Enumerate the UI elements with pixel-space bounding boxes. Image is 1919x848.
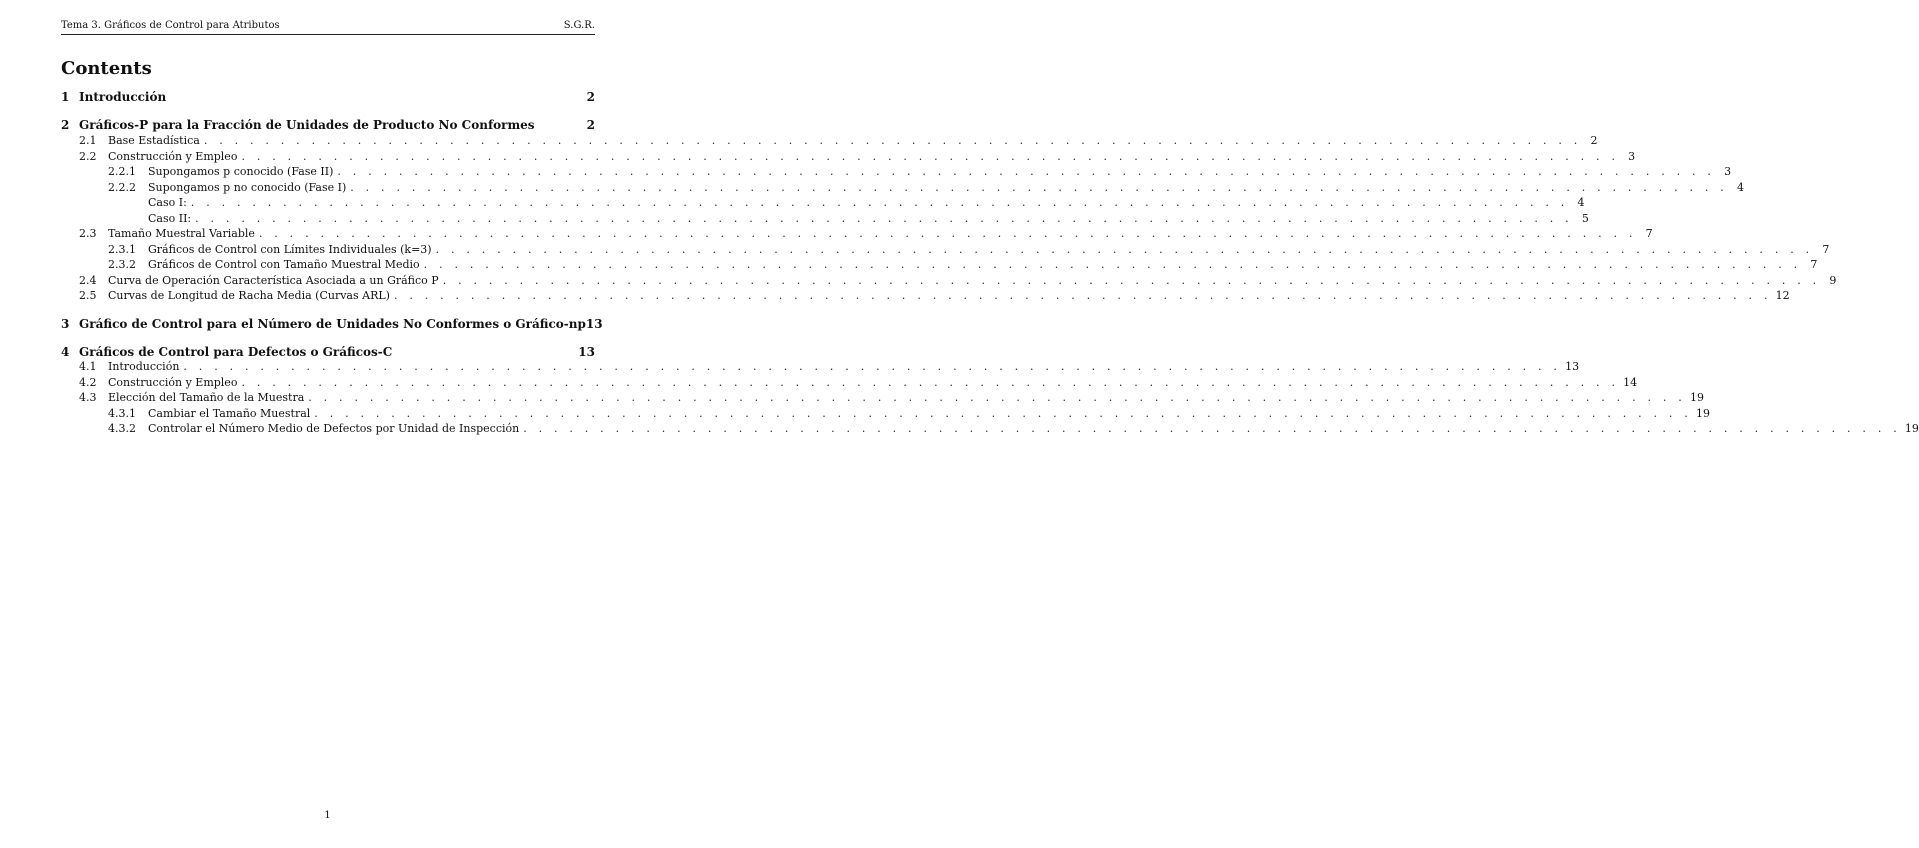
toc-entry[interactable] xyxy=(61,181,1744,195)
toc-dot-leader: . . . . . . . . . . . . . . . . . . . . . . . . . . . . . . . . . . . . . . . . . . . . . . . . . . . . . . . . . . . . . . . . . . . . . . . . . . . . . . . . . . . . . . . . . . xyxy=(190,196,1569,209)
toc-entry-number: 2.2 xyxy=(79,150,97,163)
toc-entry-page: 14 xyxy=(1623,376,1638,389)
toc-dot-leader: . . . . . . . . . . . . . . . . . . . . . . . . . . . . . . . . . . . . . . . . . . . . . . . . . . . . . . . . . . . . . . . . . . . . . . . . . . . . . . . . . . . . . . . . . . xyxy=(393,289,1772,302)
toc-entry-title: Gráfico de Control para el Número de Unidades No Conformes o Gráfico-np xyxy=(79,317,586,331)
toc-entry-title: Introducción xyxy=(79,90,167,104)
toc-entry-number: 1 xyxy=(61,90,70,104)
toc-entry-number: 2.3.2 xyxy=(108,258,136,271)
toc-entry-number: 4.1 xyxy=(79,360,97,373)
toc-entry-number: 4 xyxy=(61,345,70,359)
toc-entry-number: 4.3.1 xyxy=(108,407,136,420)
toc-dot-leader: . . . . . . . . . . . . . . . . . . . . . . . . . . . . . . . . . . . . . . . . . . . . . . . . . . . . . . . . . . . . . . . . . . . . . . . . . . . . . . . . . . . . . . . . . . xyxy=(423,258,1802,271)
toc-entry-page: 19 xyxy=(1904,422,1919,435)
toc-entry-title: Base Estadística xyxy=(108,134,200,147)
toc-entry[interactable] xyxy=(61,90,595,104)
toc-entry-page: 19 xyxy=(1696,407,1710,420)
toc-dot-leader: . . . . . . . . . . . . . . . . . . . . . . . . . . . . . . . . . . . . . . . . . . . . . . . . . . . . . . . . . . . . . . . . . . . . . . . . . . . . . . . . . . . . . . . . . . xyxy=(241,150,1620,163)
toc-entry-page: 4 xyxy=(1577,196,1585,209)
page-number: 1 xyxy=(324,810,331,821)
page-footer xyxy=(0,810,655,821)
toc-entry-number: 2.2.1 xyxy=(108,165,136,178)
toc-entry[interactable] xyxy=(61,134,1598,148)
toc-entry[interactable] xyxy=(61,150,1636,164)
running-header xyxy=(61,19,595,35)
toc-entry-title: Caso II: xyxy=(148,212,192,225)
toc-entry-title: Gráficos de Control para Defectos o Gráficos-C xyxy=(79,345,393,359)
contents-title: Contents xyxy=(61,58,152,79)
toc-entry[interactable] xyxy=(61,289,1790,303)
toc-dot-leader: . . . . . . . . . . . . . . . . . . . . . . . . . . . . . . . . . . . . . . . . . . . . . . . . . . . . . . . . . . . . . . . . . . . . . . . . . . . . . . . . . . . . . . . . . . xyxy=(183,360,1562,373)
toc-entry-page: 5 xyxy=(1581,212,1589,225)
toc-dot-leader: . . . . . . . . . . . . . . . . . . . . . . . . . . . . . . . . . . . . . . . . . . . . . . . . . . . . . . . . . . . . . . . . . . . . . . . . . . . . . . . . . . . . . . . . . . xyxy=(195,212,1573,225)
toc-entry[interactable] xyxy=(61,360,1580,374)
toc-entry-number: 4.2 xyxy=(79,376,97,389)
toc-entry-title: Gráficos-P para la Fracción de Unidades de Producto No Conformes xyxy=(79,118,535,132)
toc-entry-page: 13 xyxy=(578,345,595,359)
toc-entry[interactable] xyxy=(61,212,1589,226)
toc-entry-title: Curvas de Longitud de Racha Media (Curvas ARL) xyxy=(108,289,390,302)
toc-entry[interactable] xyxy=(61,118,595,132)
toc-dot-leader: . . . . . . . . . . . . . . . . . . . . . . . . . . . . . . . . . . . . . . . . . . . . . . . . . . . . . . . . . . . . . . . . . . . . . . . . . . . . . . . . . . . . . . . . . . xyxy=(350,181,1728,194)
toc-entry[interactable] xyxy=(61,422,1919,436)
toc-entry-title: Controlar el Número Medio de Defectos por Unidad de Inspección xyxy=(148,422,520,435)
toc-entry-title: Gráficos de Control con Tamaño Muestral Medio xyxy=(148,258,420,271)
toc-entry[interactable] xyxy=(61,376,1638,390)
toc-entry[interactable] xyxy=(61,165,1732,179)
toc-entry-page: 13 xyxy=(1565,360,1580,373)
toc-entry-page: 7 xyxy=(1810,258,1818,271)
toc-entry-page: 19 xyxy=(1689,391,1704,404)
toc-entry-number: 2 xyxy=(61,118,70,132)
toc-entry[interactable] xyxy=(61,345,595,359)
toc-entry-number: 2.2.2 xyxy=(108,181,136,194)
toc-entry-title: Supongamos p conocido (Fase II) xyxy=(148,165,334,178)
toc-entry-page: 12 xyxy=(1775,289,1790,302)
toc-entry[interactable] xyxy=(61,391,1704,405)
toc-entry-page: 3 xyxy=(1628,150,1636,163)
toc-entry-number: 2.5 xyxy=(79,289,97,302)
toc-entry-number: 4.3 xyxy=(79,391,97,404)
toc-dot-leader: . . . . . . . . . . . . . . . . . . . . . . . . . . . . . . . . . . . . . . . . . . . . . . . . . . . . . . . . . . . . . . . . . . . . . . . . . . . . . . . . . . . . . . . . . . xyxy=(442,274,1821,287)
toc-entry-page: 2 xyxy=(586,118,595,132)
toc-entry[interactable] xyxy=(61,317,603,331)
toc-entry-number: 2.3 xyxy=(79,227,97,240)
toc-dot-leader: . . . . . . . . . . . . . . . . . . . . . . . . . . . . . . . . . . . . . . . . . . . . . . . . . . . . . . . . . . . . . . . . . . . . . . . . . . . . . . . . . . . . . . . . . . xyxy=(241,376,1620,389)
toc-dot-leader: . . . . . . . . . . . . . . . . . . . . . . . . . . . . . . . . . . . . . . . . . . . . . . . . . . . . . . . . . . . . . . . . . . . . . . . . . . . . . . . . . . . . . . . . . . xyxy=(337,165,1716,178)
toc-entry-page: 13 xyxy=(585,317,603,331)
toc-entry-title: Elección del Tamaño de la Muestra xyxy=(108,391,305,404)
toc-dot-leader: . . . . . . . . . . . . . . . . . . . . . . . . . . . . . . . . . . . . . . . . . . . . . . . . . . . . . . . . . . . . . . . . . . . . . . . . . . . . . . . . . . . . . . . . . . xyxy=(203,134,1582,147)
header-left-title: Tema 3. Gráficos de Control para Atributos xyxy=(61,20,280,31)
toc-entry-title: Caso I: xyxy=(148,196,187,209)
toc-dot-leader: . . . . . . . . . . . . . . . . . . . . . . . . . . . . . . . . . . . . . . . . . . . . . . . . . . . . . . . . . . . . . . . . . . . . . . . . . . . . . . . . . . . . . . . . . . xyxy=(308,391,1686,404)
toc-entry-page: 7 xyxy=(1645,227,1653,240)
toc-entry-title: Cambiar el Tamaño Muestral xyxy=(148,407,311,420)
toc-dot-leader: . . . . . . . . . . . . . . . . . . . . . . . . . . . . . . . . . . . . . . . . . . . . . . . . . . . . . . . . . . . . . . . . . . . . . . . . . . . . . . . . . . . . . . . . . . xyxy=(523,422,1901,435)
toc-entry[interactable] xyxy=(61,196,1585,210)
header-right-initials: S.G.R. xyxy=(563,20,595,31)
toc-entry-page: 4 xyxy=(1736,181,1744,194)
toc-entry-title: Construcción y Empleo xyxy=(108,150,238,163)
toc-entry-page: 7 xyxy=(1822,243,1830,256)
toc-entry-page: 9 xyxy=(1829,274,1837,287)
toc-entry-page: 3 xyxy=(1724,165,1732,178)
toc-entry-title: Introducción xyxy=(108,360,180,373)
toc-entry[interactable] xyxy=(61,227,1653,241)
toc-entry-title: Tamaño Muestral Variable xyxy=(108,227,255,240)
toc-entry-title: Gráficos de Control con Límites Individuales (k=3) xyxy=(148,243,432,256)
toc-entry-title: Curva de Operación Característica Asociada a un Gráfico P xyxy=(108,274,439,287)
toc-entry-number: 2.4 xyxy=(79,274,97,287)
toc-entry-title: Supongamos p no conocido (Fase I) xyxy=(148,181,347,194)
toc-entry-page: 2 xyxy=(1590,134,1598,147)
toc-dot-leader: . . . . . . . . . . . . . . . . . . . . . . . . . . . . . . . . . . . . . . . . . . . . . . . . . . . . . . . . . . . . . . . . . . . . . . . . . . . . . . . . . . . . . . . . . . xyxy=(258,227,1637,240)
toc-entry-page: 2 xyxy=(586,90,595,104)
toc-entry[interactable] xyxy=(61,243,1830,257)
toc-entry-number: 3 xyxy=(61,317,70,331)
toc-entry[interactable] xyxy=(61,258,1818,272)
toc-entry-number: 2.1 xyxy=(79,134,97,147)
toc-entry[interactable] xyxy=(61,274,1837,288)
toc-entry[interactable] xyxy=(61,407,1710,421)
toc-entry-number: 4.3.2 xyxy=(108,422,136,435)
toc-entry-number: 2.3.1 xyxy=(108,243,136,256)
toc-dot-leader: . . . . . . . . . . . . . . . . . . . . . . . . . . . . . . . . . . . . . . . . . . . . . . . . . . . . . . . . . . . . . . . . . . . . . . . . . . . . . . . . . . . . . . . . . . xyxy=(435,243,1814,256)
toc-entry-title: Construcción y Empleo xyxy=(108,376,238,389)
toc-dot-leader: . . . . . . . . . . . . . . . . . . . . . . . . . . . . . . . . . . . . . . . . . . . . . . . . . . . . . . . . . . . . . . . . . . . . . . . . . . . . . . . . . . . . . . . . . . xyxy=(314,407,1692,420)
